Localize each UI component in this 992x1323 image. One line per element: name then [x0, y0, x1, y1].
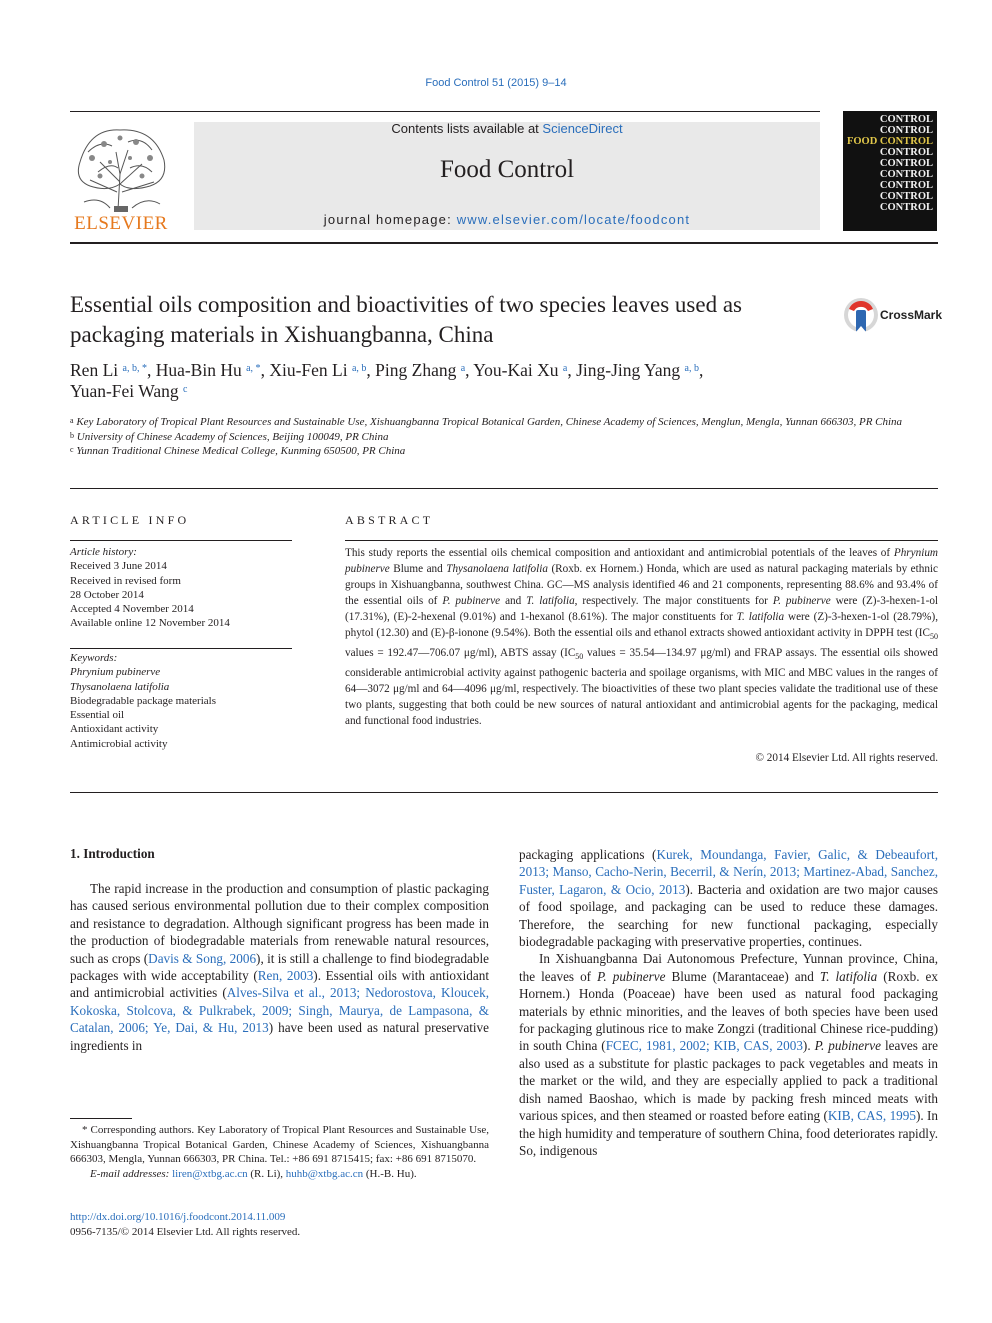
citation-link[interactable]: KIB, CAS, 1995: [827, 1108, 916, 1124]
history-label: Article history:: [70, 546, 137, 558]
right-column: [519, 846, 938, 1159]
email-link[interactable]: liren@xtbg.ac.cn: [172, 1167, 248, 1180]
abstract-seg: values = 192.47—706.07 μg/ml), ABTS assay (IC: [345, 647, 576, 660]
abstract-seg: were (Z)-3-hexen-1-ol (17.31%), (E)-2-hexenal (9.01%) and 1-hexanol (8.61%). The major constituents for: [345, 595, 939, 623]
affiliation-marker: b: [70, 430, 74, 440]
email-owner: (H.-B. Hu).: [363, 1167, 417, 1180]
affiliation-item: [70, 430, 938, 445]
footnote-text: Corresponding authors. Key Laboratory of Tropical Plant Resources and Sustainable Use, Xishuangbanna Tropical Botanical Garden, Chinese Academy of Sciences, Xishuangbanna 666303, Mengla, Yunnan 666303, PR China. Tel.: +86 691 8715415; fax: +86 691 8715070.: [70, 1124, 489, 1165]
article-title: Essential oils composition and bioactivities of two species leaves used as packaging materials in Xishuangbanna, China: [70, 292, 742, 347]
corresponding-author-footnote: [70, 1123, 489, 1181]
journal-citation[interactable]: Food Control 51 (2015) 9–14: [425, 77, 567, 89]
text-seg: ). Essential oils with antioxidant and antimicrobial activities (: [70, 968, 489, 1001]
affiliation-text: Yunnan Traditional Chinese Medical College, Kunming 650500, PR China: [76, 445, 406, 457]
species-name: P. pubinerve: [814, 1038, 881, 1054]
footnote-body: [70, 1123, 489, 1167]
citation-link[interactable]: Alves-Silva et al., 2013; Nedorostova, Kloucek, Kokoska, Stolcova, & Pulkrabek, 2009; Singh, Maurya, de Lampasona, & Catalan, 2006; Ye, Dai, & Hu, 2013: [70, 985, 489, 1036]
cover-line: CONTROL: [879, 169, 933, 180]
cover-line: CONTROL: [879, 191, 933, 202]
author-affil-marker[interactable]: a: [460, 363, 466, 374]
affiliation-item: [70, 444, 938, 459]
species-name: T. latifolia: [819, 968, 878, 984]
species-name: P. pubinerve: [772, 595, 831, 607]
author-name[interactable]: Jing-Jing Yang: [576, 360, 681, 380]
subscript: 50: [575, 652, 584, 662]
species-name: P. pubinerve: [597, 968, 666, 984]
keyword-item: Biodegradable package materials: [70, 694, 216, 707]
text-seg: Blume (Marantaceae) and: [665, 968, 820, 984]
footnote-marker: *: [82, 1124, 88, 1136]
text-seg: packaging applications (: [519, 847, 657, 862]
history-item: Received in revised form: [70, 574, 181, 587]
abstract-copyright: © 2014 Elsevier Ltd. All rights reserved.: [755, 752, 938, 764]
doi-link[interactable]: http://dx.doi.org/10.1016/j.foodcont.2014.11.009: [70, 1211, 286, 1223]
cover-line: CONTROL: [879, 202, 933, 213]
email-label: E-mail addresses:: [90, 1167, 173, 1180]
keywords: [70, 649, 300, 751]
keyword-item: Antioxidant activity: [70, 723, 159, 736]
text-seg: ), it is still a challenge to find biodegradable packages with wide acceptability (: [70, 950, 490, 984]
affiliation-text: Key Laboratory of Tropical Plant Resources and Sustainable Use, Xishuangbanna Tropical Botanical Garden, Chinese Academy of Sciences, Menglun, Mengla, Yunnan 666303, PR China: [76, 416, 903, 428]
cover-line: CONTROL: [879, 180, 933, 191]
contents-prefix: Contents lists available at: [391, 121, 543, 136]
text-seg: leaves are also used as a substitute for plastic packages to pack vegetables and meats in the market or the wild, and they are especially applied to pack a traditional dish named Baoshao, which is made by packing fresh minced meats with various spices, and then steamed or roasted before eating (: [519, 1038, 938, 1124]
article-info-heading: ARTICLE INFO: [70, 513, 190, 527]
author-affil-marker[interactable]: a: [562, 363, 568, 374]
email-owner: (R. Li),: [247, 1167, 286, 1180]
subscript: 50: [930, 632, 938, 642]
species-name: Thysanolaena latifolia: [446, 563, 548, 575]
abstract-seg: and: [500, 595, 527, 607]
keyword-item: Thysanolaena latifolia: [70, 680, 170, 693]
text-seg: The rapid increase in the production and consumption of plastic packaging has caused serious environmental pollution due to their complex composition and resistance to degradation. Although significant progress has been made in the production of biodegradable materials from renewable natural resources, such as crops (: [70, 881, 489, 966]
author-name[interactable]: Ren Li: [70, 360, 119, 380]
abstract-text: [345, 545, 938, 729]
keyword-item: Essential oil: [70, 709, 125, 722]
journal-cover[interactable]: [843, 111, 937, 231]
section-heading: 1. Introduction: [70, 846, 155, 861]
publisher-name: ELSEVIER: [74, 213, 168, 234]
affiliation-marker: c: [70, 445, 74, 454]
affiliations: [70, 415, 938, 459]
keyword-item: Antimicrobial activity: [70, 737, 168, 750]
citation-link[interactable]: FCEC, 1981, 2002; KIB, CAS, 2003: [605, 1038, 803, 1054]
abstract-heading: ABSTRACT: [345, 513, 434, 527]
article-history: [70, 545, 300, 631]
history-item: Available online 12 November 2014: [70, 617, 230, 630]
affiliation-text: University of Chinese Academy of Sciences, Beijing 100049, PR China: [76, 430, 389, 443]
cover-line: CONTROL: [879, 125, 933, 136]
intro-paragraph: [70, 880, 489, 1054]
abstract-divider: [70, 792, 938, 793]
issn-copyright: 0956-7135/© 2014 Elsevier Ltd. All rights reserved.: [70, 1226, 301, 1238]
abstract-seg: (Roxb. ex Hornem.) Honda, which are used as natural packaging materials by ethnic groups in Xishuangbanna, southwest China. GC—MS analysis identified 46 and 21 components, representing 88.6% and 93.4% of the essential oils of: [345, 563, 939, 607]
author-affil-marker[interactable]: a, b: [351, 363, 367, 374]
section-divider: [70, 488, 938, 489]
text-seg: ) have been used as natural preservative ingredients in: [70, 1020, 489, 1053]
species-name: T. latifolia: [526, 595, 575, 607]
journal-title: Food Control: [439, 156, 575, 183]
footnote-emails: [70, 1167, 489, 1182]
abstract-seg: values = 35.54—134.97 μg/ml) and FRAP assays. The essential oils showed considerable antimicrobial activity against pathogenic bacteria and spoilage organisms, with MIC and MBC values in the ranges of 64—3072 μg/ml and 64—4096 μg/ml, respectively. The bioactivities of these two plant species validate the traditional use of these two plants, suggesting that both could be new sources of natural antioxidant and antimicrobial agents for the packaging, medical and functional food industries.: [345, 647, 939, 728]
author-affil-marker[interactable]: a, b: [684, 363, 699, 374]
abstract-seg: , respectively. The major constituents for: [574, 595, 773, 607]
affiliation-marker: a: [70, 416, 74, 425]
cover-line: FOOD CONTROL: [846, 136, 933, 147]
header-divider: [70, 242, 938, 244]
homepage-prefix: journal homepage:: [323, 212, 457, 227]
citation-link[interactable]: Kurek, Moundanga, Favier, Galic, & Debeaufort, 2013; Manso, Cacho-Nerin, Becerril, & Nerín, 2013; Martinez-Abad, Sanchez, Fuster, Lagaron, & Ocio, 2013: [519, 847, 938, 897]
crossmark-icon: [843, 295, 879, 335]
keyword-item: Phrynium pubinerve: [70, 666, 161, 679]
email-link[interactable]: huhb@xtbg.ac.cn: [285, 1167, 364, 1180]
crossmark-label[interactable]: CrossMark: [880, 308, 943, 322]
author-affil-marker[interactable]: a, b, *: [122, 363, 147, 374]
intro-paragraph: [519, 846, 938, 950]
cover-line: CONTROL: [879, 114, 933, 125]
citation-link[interactable]: Davis & Song, 2006: [148, 950, 257, 966]
history-item: Received 3 June 2014: [70, 560, 167, 573]
footnote-rule: [70, 1118, 132, 1119]
author-affil-marker[interactable]: a, *: [246, 363, 261, 374]
author-name[interactable]: You-Kai Xu: [473, 360, 559, 380]
text-seg: In Xishuangbanna Dai Autonomous Prefecture, Yunnan province, China, the leaves of: [519, 951, 938, 984]
text-seg: ).: [802, 1038, 815, 1054]
species-name: Phrynium pubinerve: [345, 547, 938, 575]
species-name: P. pubinerve: [442, 595, 501, 607]
author-list: Ren Li $^{a, b, *}$, Hua-Bin Hu $^{a, *}$, Xiu-Fen Li $^{a, b}$, Ping Zhang $^a$, You-Kai Xu $^a$, Jing-Jing Yang $^{a, b}$, Yuan-Fei Wang $^c$: [70, 360, 704, 401]
abstract-seg: This study reports the essential oils chemical composition and antioxidant and antimicrobial potentials of the leaves of: [345, 547, 894, 559]
text-seg: (Roxb. ex Hornem.) Honda (Poaceae) have been used as natural food packaging materials by ethnic minorities, and the leaves of both species have been used for packaging glutinous rice to make Zongzi (traditional Chinese rice-pudding) in south China (: [519, 968, 939, 1054]
journal-homepage: [194, 212, 820, 227]
homepage-link[interactable]: www.elsevier.com/locate/foodcont: [456, 212, 691, 227]
author-name[interactable]: Xiu-Fen Li: [269, 360, 348, 380]
author-name[interactable]: Ping Zhang: [375, 360, 457, 380]
cover-line: CONTROL: [879, 158, 933, 169]
citation-link[interactable]: Ren, 2003: [257, 968, 314, 984]
abstract-rule: [345, 540, 938, 541]
author-affil-marker[interactable]: c: [182, 384, 188, 395]
text-seg: ). In the high humidity and temperature of southern China, food deteriorates rapidly. So, indigenous: [519, 1108, 938, 1158]
keywords-label: Keywords:: [70, 652, 118, 664]
abstract-seg: were (Z)-3-hexen-1-ol (28.79%), phytol (12.30) and (E)-β-ionone (9.54%). Both the essential oils and ethanol extracts showed antioxidant activity in DPPH test (IC: [345, 611, 938, 639]
article-info-rule: [70, 540, 292, 541]
history-item: 28 October 2014: [70, 588, 144, 601]
contents-line: [194, 121, 820, 136]
intro-paragraph: [519, 950, 938, 1159]
species-name: T. latifolia: [736, 611, 785, 623]
elsevier-logo: [70, 122, 172, 234]
cover-line: CONTROL: [879, 147, 933, 158]
header-rule: [70, 111, 820, 112]
affiliation-item: [70, 415, 938, 430]
sciencedirect-link[interactable]: ScienceDirect: [542, 121, 623, 136]
author-name[interactable]: Yuan-Fei Wang: [70, 381, 179, 401]
history-item: Accepted 4 November 2014: [70, 603, 194, 616]
text-seg: ). Bacteria and oxidation are two major causes of food spoilage, and packaging can be used to reduce these damages. Therefore, the searching for new functional packaging, especially biodegradable packaging with preservative properties, continues.: [519, 881, 938, 950]
author-name[interactable]: Hua-Bin Hu: [155, 360, 242, 380]
abstract-seg: Blume and: [389, 563, 447, 575]
